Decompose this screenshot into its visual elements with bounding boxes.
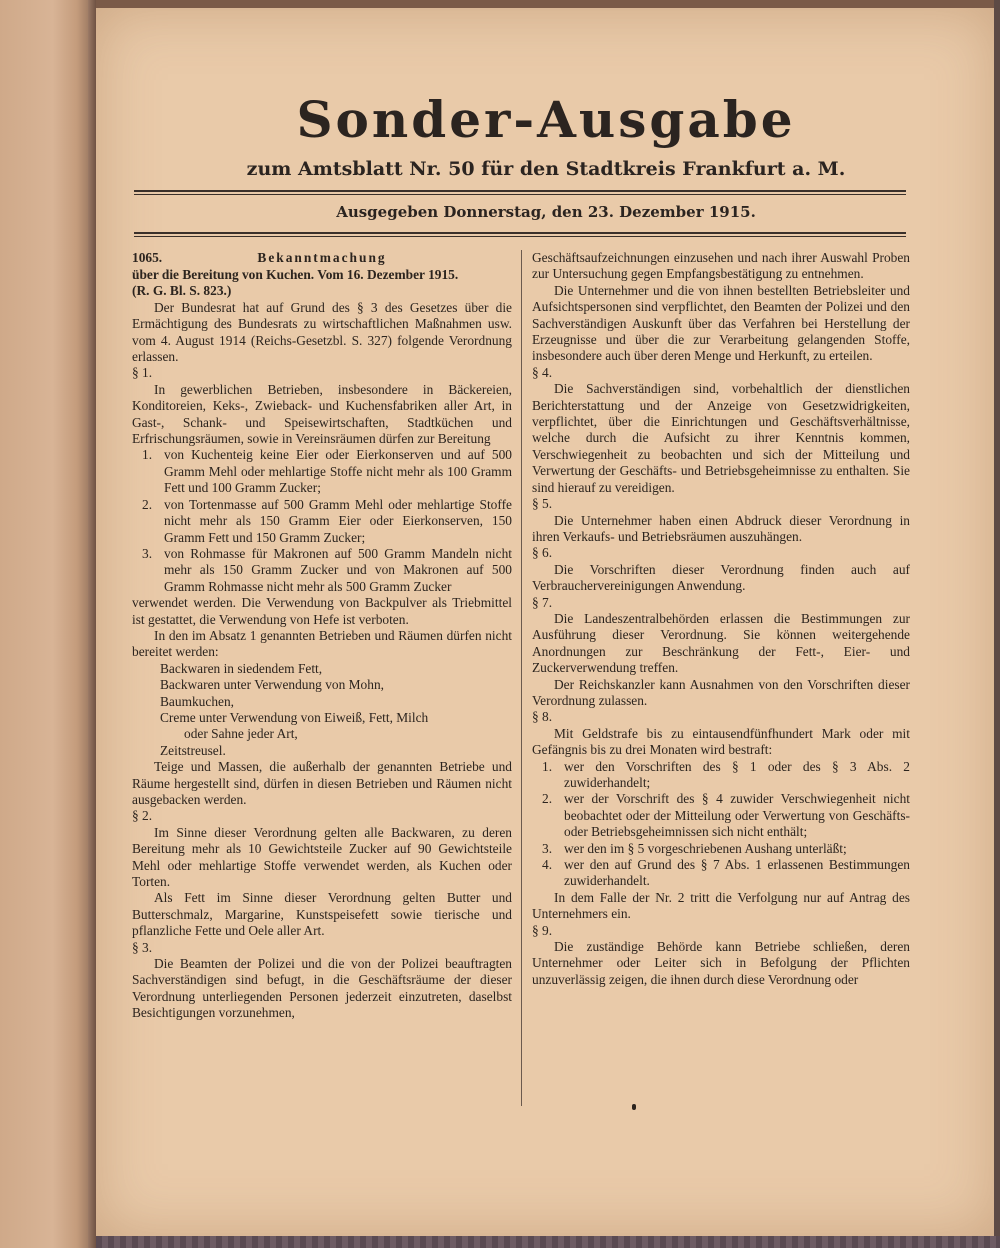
section-2-text-2: Als Fett im Sinne dieser Verordnung gelten Butter und Butterschmalz, Margarine, Kunstspeisefett sowie tierische und pflanzliche Fette und Oele aller Art.: [132, 890, 512, 939]
header-rule-top: [134, 190, 906, 192]
section-8-after-list: In dem Falle der Nr. 2 tritt die Verfolgung nur auf Antrag des Unternehmers ein.: [532, 889, 910, 922]
header-rule-bottom-thin: [134, 236, 906, 237]
announcement-number: 1065.: [132, 250, 163, 265]
list-item-number: 3.: [142, 545, 153, 561]
list-item-number: 1.: [142, 447, 153, 463]
list-item: [132, 497, 512, 546]
list-item-number: 1.: [542, 758, 553, 774]
document-title: Sonder-Ausgabe: [296, 90, 796, 149]
section-3-title: § 3.: [132, 939, 153, 955]
section-1-paragraph-2: In den im Absatz 1 genannten Betrieben und Räumen dürfen nicht bereitet werden:: [132, 627, 512, 660]
list-item-text: wer der Vorschrift des § 4 zuwider Verschwiegenheit nicht beobachtet oder der Mitteilung oder Verwertung von Geschäfts- oder Betriebsgeheimnissen sich nicht enthält;: [564, 791, 910, 840]
ink-mark: [632, 1104, 636, 1110]
section-9-title: § 9.: [532, 922, 553, 938]
list-item: [132, 546, 512, 595]
list-item-text: wer den auf Grund des § 7 Abs. 1 erlassenen Bestimmungen zuwiderhandelt.: [564, 857, 910, 889]
section-3-paragraph-2: Die Unternehmer und die von ihnen bestellten Betriebsleiter und Aufsichtspersonen sind verpflichtet, den Beamten der Polizei und den Sachverständigen Auskunft über das Verfahren bei Herstellung der Erzeugnisse und über die zur Verarbeitung gelangenden Stoffe, insbesondere auch über deren Menge und Herkunft, zu erteilen.: [532, 282, 910, 364]
document-subtitle: zum Amtsblatt Nr. 50 für den Stadtkreis Frankfurt a. M.: [246, 158, 846, 180]
list-item: [532, 759, 910, 792]
list-item-text: von Rohmasse für Makronen auf 500 Gramm Mandeln nicht mehr als 150 Gramm Zucker und von Makronen auf 500 Gramm Rohmasse nicht mehr als 500 Gramm Zucker: [164, 545, 512, 594]
book-binding: [0, 0, 96, 1248]
section-2-title: § 2.: [132, 808, 153, 824]
section-2-text: Im Sinne dieser Verordnung gelten alle Backwaren, zu deren Bereitung mehr als 10 Gewichtsteile Zucker auf 90 Gewichtsteile Mehl oder mehlartige Stoffe verwendet werden, als Kuchen oder Torten.: [132, 824, 512, 890]
list-item-number: 4.: [542, 857, 553, 873]
list-item-number: 2.: [142, 496, 153, 512]
section-1-text: In gewerblichen Betrieben, insbesondere in Bäckereien, Konditoreien, Keks-, Zwieback- und Kuchensfabriken aller Art, in Gast-, Schank- und Speisewirtschaften, Stadtküchen und Erfrischungsräumen, sowie in Vereinsräumen dürfen zur Bereitung: [132, 381, 512, 447]
section-6-text: Die Vorschriften dieser Verordnung finden auch auf Verbrauchervereinigungen Anwendung.: [532, 561, 910, 594]
forbidden-item: Backwaren unter Verwendung von Mohn,: [160, 677, 384, 693]
section-7-text: Die Landeszentralbehörden erlassen die Bestimmungen zur Ausführung dieser Verordnung. Sie können weitergehende Anordnungen zur Beschränkung der Fett-, Eier- und Zuckerverwendung treffen.: [532, 610, 910, 676]
section-7-text-2: Der Reichskanzler kann Ausnahmen von den Vorschriften dieser Verordnung zulassen.: [532, 676, 910, 708]
section-3-continued: Geschäftsaufzeichnungen einzusehen und nach ihrer Auswahl Proben zur Untersuchung gegen Empfangsbestätigung zu entnehmen.: [532, 250, 910, 282]
right-column: [532, 250, 910, 988]
section-3-text: Die Beamten der Polizei und die von der Polizei beauftragten Sachverständigen sind befugt, in die Geschäftsräume der dieser Verordnung unterliegenden Personen jederzeit einzutreten, daselbst Besichtigungen vorzunehmen,: [132, 956, 512, 1021]
header-rule-top-thin: [134, 194, 906, 195]
intro-paragraph: Der Bundesrat hat auf Grund des § 3 des Gesetzes über die Ermächtigung des Bundesrats zu wirtschaftlichen Maßnahmen usw. vom 4. August 1914 (Reichs-Gesetzbl. S. 327) folgende Verordnung erlassen.: [132, 299, 512, 365]
forbidden-item: Creme unter Verwendung von Eiweiß, Fett, Milch: [160, 709, 429, 725]
binding-edge: [88, 0, 96, 1248]
list-item-text: wer den im § 5 vorgeschriebenen Aushang unterläßt;: [564, 840, 847, 856]
list-item-text: wer den Vorschriften des § 1 oder des § 3 Abs. 2 zuwiderhandelt;: [564, 758, 910, 790]
section-8-text: Mit Geldstrafe bis zu eintausendfünfhundert Mark oder mit Gefängnis bis zu drei Monaten wird bestraft:: [532, 725, 910, 758]
forbidden-item: Backwaren in siedendem Fett,: [160, 660, 323, 676]
section-6-title: § 6.: [532, 545, 553, 561]
announcement-header: [132, 250, 512, 267]
announcement-subject: über die Bereitung von Kuchen. Vom 16. Dezember 1915.: [132, 267, 459, 282]
list-item: [132, 447, 512, 496]
forbidden-item: oder Sahne jeder Art,: [184, 726, 298, 742]
section-8-title: § 8.: [532, 709, 553, 725]
forbidden-item: Baumkuchen,: [160, 693, 235, 709]
section-5-title: § 5.: [532, 496, 553, 512]
list-item-text: von Kuchenteig keine Eier oder Eierkonserven und auf 500 Gramm Mehl oder mehlartige Stoffe nicht mehr als 100 Gramm Fett und 100 Gramm Zucker;: [164, 447, 512, 496]
section-5-text: Die Unternehmer haben einen Abdruck dieser Verordnung in ihren Verkaufs- und Betriebsräumen auszuhängen.: [532, 512, 910, 544]
announcement-reference: (R. G. Bl. S. 823.): [132, 283, 232, 299]
list-item-number: 2.: [542, 791, 553, 807]
section-9-text: Die zuständige Behörde kann Betriebe schließen, deren Unternehmer oder Leiter sich in Befolgung der Pflichten unzuverlässig zeigen, die ihnen durch diese Verordnung oder: [532, 939, 910, 987]
section-1-paragraph-3: Teige und Massen, die außerhalb der genannten Betriebe und Räume hergestellt sind, dürfen in diesen Betrieben und Räumen nicht ausgebacken werden.: [132, 759, 512, 807]
section-1-title: § 1.: [132, 365, 153, 381]
list-item: [532, 841, 910, 857]
section-7-title: § 7.: [532, 594, 553, 610]
list-item: [532, 791, 910, 840]
list-item-text: von Tortenmasse auf 500 Gramm Mehl oder mehlartige Stoffe nicht mehr als 150 Gramm Eier oder Eierkonserven, 150 Gramm Fett und 150 Gramm Zucker;: [164, 496, 512, 545]
list-item-number: 3.: [542, 840, 553, 856]
header-rule-bottom: [134, 232, 906, 234]
announcement-heading: Bekanntmachung: [257, 250, 387, 265]
section-4-title: § 4.: [532, 364, 553, 380]
forbidden-item: Zeitstreusel.: [160, 742, 226, 758]
cover-edge: [994, 0, 1000, 1248]
left-column: [132, 250, 512, 1022]
section-1-after-list: verwendet werden. Die Verwendung von Backpulver als Triebmittel ist gestattet, die Verwendung von Hefe ist verboten.: [132, 595, 512, 627]
bottom-cover-edge: [96, 1236, 1000, 1248]
section-4-text: Die Sachverständigen sind, vorbehaltlich der dienstlichen Berichterstattung und der Anzeige von Gesetzwidrigkeiten, verpflichtet, über die Einrichtungen und Geschäftsverhältnisse, welche durch die Aufsicht zu ihrer Kenntnis kommen, Verschwiegenheit zu beobachten und sich der Mitteilung und Verwertung der Geschäfts- und Betriebsgeheimnisse zu enthalten. Sie sind hierauf zu vereidigen.: [532, 381, 910, 495]
column-divider: [521, 250, 522, 1106]
list-item: [532, 857, 910, 890]
issue-date: Ausgegeben Donnerstag, den 23. Dezember 1915.: [336, 203, 756, 221]
